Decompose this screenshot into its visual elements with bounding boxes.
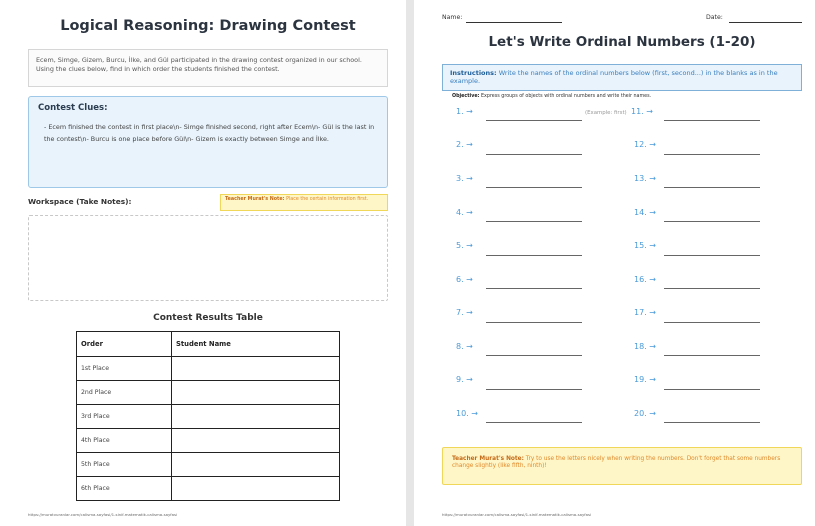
answer-line-19[interactable] (664, 389, 760, 390)
ordinal-item-20: 20. → (634, 409, 656, 418)
student-name-cell[interactable] (172, 429, 340, 453)
table-row (77, 405, 340, 429)
row-order-label: 5th Place (77, 453, 172, 477)
answer-line-5[interactable] (486, 255, 582, 256)
intro-text: Ecem, Simge, Gizem, Burcu, İlke, and Gül participated in the drawing contest organized in our school. Using the clues below, find in which order the students finished the contest. (28, 49, 388, 87)
instructions-text: Write the names of the ordinal numbers below (first, second...) in the blanks as in the example. (450, 69, 778, 86)
results-table (76, 331, 340, 501)
row-order-label: 2nd Place (77, 381, 172, 405)
right-worksheet-page (414, 0, 815, 526)
workspace-notes-area[interactable] (28, 215, 388, 301)
name-input-line[interactable] (466, 22, 562, 23)
student-name-cell[interactable] (172, 381, 340, 405)
date-label: Date: (706, 14, 723, 21)
answer-line-6[interactable] (486, 288, 582, 289)
ordinal-item-19: 19. → (634, 375, 656, 384)
ordinal-item-7: 7. → (456, 308, 473, 317)
table-header-student-name: Student Name (172, 332, 340, 357)
ordinal-item-14: 14. → (634, 208, 656, 217)
answer-line-10[interactable] (486, 422, 582, 423)
ordinal-item-1: 1. → (456, 107, 473, 116)
ordinal-item-11: 11. → (631, 107, 653, 116)
ordinal-item-5: 5. → (456, 241, 473, 250)
footer-url: https://muratvuranlar.com/calisma-sayfasi/1-sinif-matematik-calisma-sayfasi (442, 512, 592, 517)
student-name-cell[interactable] (172, 477, 340, 501)
row-order-label: 1st Place (77, 357, 172, 381)
answer-line-2[interactable] (486, 154, 582, 155)
row-order-label: 3rd Place (77, 405, 172, 429)
answer-line-15[interactable] (664, 255, 760, 256)
table-row (77, 453, 340, 477)
table-header-order: Order (77, 332, 172, 357)
ordinal-item-4: 4. → (456, 208, 473, 217)
page-title: Let's Write Ordinal Numbers (1-20) (488, 34, 756, 50)
objective-body: Express groups of objects with ordinal numbers and write their names. (481, 94, 652, 99)
ordinal-item-6: 6. → (456, 275, 473, 284)
answer-line-17[interactable] (664, 322, 760, 323)
table-header-row (77, 332, 340, 357)
ordinal-item-3: 3. → (456, 174, 473, 183)
name-label: Name: (442, 14, 463, 21)
objective-label: Objective: (452, 94, 480, 99)
answer-line-18[interactable] (664, 355, 760, 356)
left-worksheet-page (0, 0, 406, 526)
clues-text: - Ecem finished the contest in first place\n- Simge finished second, right after Ecem\n- Gül is the last in the contest\n- Burcu is one place before Gül\n- Gizem is exactly between Simge and İlke. (44, 123, 375, 143)
instructions-label: Instructions: (450, 69, 497, 77)
ordinal-item-2: 2. → (456, 140, 473, 149)
student-name-cell[interactable] (172, 357, 340, 381)
objective-text (452, 94, 651, 99)
answer-line-4[interactable] (486, 221, 582, 222)
workspace-teacher-note (220, 194, 388, 211)
teacher-note-label: Teacher Murat's Note: (452, 456, 524, 462)
clues-title: Contest Clues: (38, 103, 108, 113)
date-input-line[interactable] (729, 22, 802, 23)
ordinal-item-12: 12. → (634, 140, 656, 149)
footer-url: https://muratvuranlar.com/calisma-sayfasi/1-sinif-matematik-calisma-sayfasi (28, 512, 178, 517)
answer-line-16[interactable] (664, 288, 760, 289)
answer-line-1[interactable] (486, 120, 582, 121)
answer-line-9[interactable] (486, 389, 582, 390)
answer-line-7[interactable] (486, 322, 582, 323)
workspace-title: Workspace (Take Notes): (28, 197, 132, 206)
answer-line-8[interactable] (486, 355, 582, 356)
answer-line-13[interactable] (664, 187, 760, 188)
table-row (77, 381, 340, 405)
ordinal-item-17: 17. → (634, 308, 656, 317)
table-row (77, 477, 340, 501)
ordinal-item-10: 10. → (456, 409, 478, 418)
teacher-note-box (442, 447, 802, 485)
teacher-note-text: Try to use the letters nicely when writing the numbers. Don't forget that some numbers change slightly (like fifth, ninth)! (452, 456, 781, 470)
ordinal-item-16: 16. → (634, 275, 656, 284)
results-table-title: Contest Results Table (153, 313, 263, 323)
table-row (77, 429, 340, 453)
contest-clues-box (28, 96, 388, 188)
instructions-box (442, 64, 802, 91)
page-title: Logical Reasoning: Drawing Contest (60, 18, 356, 34)
row-order-label: 4th Place (77, 429, 172, 453)
table-row (77, 357, 340, 381)
ordinal-item-8: 8. → (456, 342, 473, 351)
answer-line-11[interactable] (664, 120, 760, 121)
student-name-cell[interactable] (172, 405, 340, 429)
workspace-note-label: Teacher Murat's Note: (225, 197, 285, 202)
workspace-note-text: Place the certain information first. (286, 197, 369, 202)
example-hint: (Example: first) (585, 110, 627, 116)
answer-line-20[interactable] (664, 422, 760, 423)
student-name-cell[interactable] (172, 453, 340, 477)
answer-line-3[interactable] (486, 187, 582, 188)
answer-line-14[interactable] (664, 221, 760, 222)
ordinal-item-15: 15. → (634, 241, 656, 250)
row-order-label: 6th Place (77, 477, 172, 501)
ordinal-item-13: 13. → (634, 174, 656, 183)
answer-line-12[interactable] (664, 154, 760, 155)
ordinal-item-18: 18. → (634, 342, 656, 351)
ordinal-item-9: 9. → (456, 375, 473, 384)
